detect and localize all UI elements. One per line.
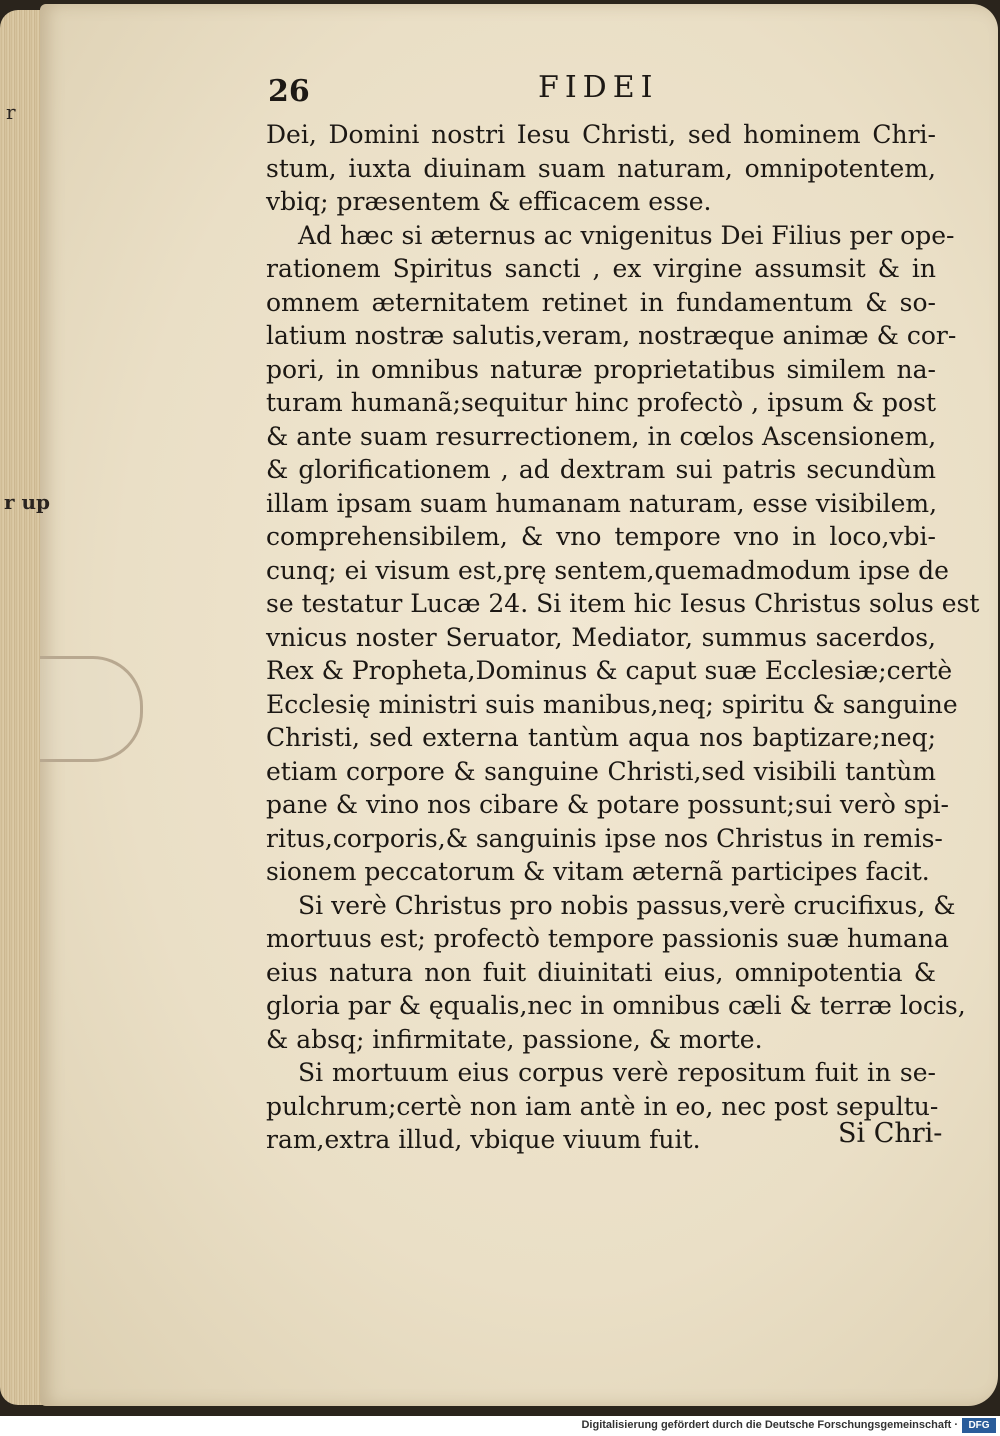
- page-clip: [40, 656, 143, 762]
- text-line: etiam corpore & sanguine Christi,sed visibili tantùm: [266, 756, 936, 786]
- text-line: latium nostræ salutis,veram, nostræque animæ & cor-: [266, 321, 957, 350]
- text-line: ram,extra illud, vbique viuum fuit.: [266, 1125, 701, 1154]
- text-line: eius natura non fuit diuinitati eius, omnipotentia &: [266, 957, 936, 987]
- funding-credit: Digitalisierung gefördert durch die Deutsche Forschungsgemeinschaft ·: [581, 1419, 958, 1431]
- text-line: rationem Spiritus sancti , ex virgine assumsit & in: [266, 254, 936, 283]
- text-line: cunq; ei visum est,prę sentem,quemadmodum ipse de: [266, 555, 949, 585]
- text-line: ritus,corporis,& sanguinis ipse nos Christus in remis-: [266, 823, 943, 853]
- margin-mark-top: r: [6, 100, 16, 124]
- text-line: Ecclesię ministri suis manibus,neq; spiritu & sanguine: [266, 689, 958, 719]
- text-line: vnicus noster Seruator, Mediator, summus sacerdos,: [266, 622, 936, 652]
- text-line: stum, iuxta diuinam suam naturam, omnipotentem,: [266, 153, 936, 183]
- text-line: & ante suam resurrectionem, in cœlos Ascensionem,: [266, 421, 937, 451]
- text-line: sionem peccatorum & vitam æternã participes facit.: [266, 857, 930, 886]
- text-line: gloria par & ęqualis,nec in omnibus cæli & terræ locis,: [266, 991, 966, 1020]
- text-line: comprehensibilem, & vno tempore vno in loco,vbi-: [266, 522, 936, 551]
- text-line: mortuus est; profectò tempore passionis suæ humana: [266, 924, 949, 953]
- footer-bar: [0, 1416, 1000, 1436]
- catchword: Si Chri-: [838, 1118, 943, 1149]
- text-line: Rex & Propheta,Dominus & caput suæ Ecclesiæ;certè: [266, 656, 953, 685]
- text-line: pori, in omnibus naturæ proprietatibus similem na-: [266, 354, 936, 384]
- body-text: [266, 118, 980, 1157]
- running-head: FIDEI: [538, 70, 659, 105]
- text-line: Dei, Domini nostri Iesu Christi, sed hominem Chri-: [266, 120, 936, 149]
- text-line: turam humanã;sequitur hinc profectò , ipsum & post: [266, 388, 936, 417]
- dfg-logo: DFG: [962, 1418, 996, 1433]
- text-line: Christi, sed externa tantùm aqua nos baptizare;neq;: [266, 723, 936, 752]
- text-line: se testatur Lucæ 24. Si item hic Iesus Christus solus est: [266, 589, 980, 618]
- text-line: pulchrum;certè non iam antè in eo, nec post sepultu-: [266, 1091, 939, 1121]
- text-line: & glorificationem , ad dextram sui patris secundùm: [266, 455, 936, 484]
- text-line: omnem æternitatem retinet in fundamentum & so-: [266, 287, 936, 317]
- text-line: & absq; infirmitate, passione, & morte.: [266, 1024, 763, 1054]
- text-line: vbiq; præsentem & efficacem esse.: [266, 187, 712, 216]
- text-line: pane & vino nos cibare & potare possunt;sui verò spi-: [266, 790, 949, 819]
- text-line: Si mortuum eius corpus verè repositum fuit in se-: [298, 1058, 936, 1087]
- page-header: [268, 70, 928, 114]
- text-line: Si verè Christus pro nobis passus,verè crucifixus, &: [298, 890, 956, 920]
- text-line: Ad hæc si æternus ac vnigenitus Dei Filius per ope-: [298, 220, 955, 250]
- margin-mark-middle: r up: [4, 490, 51, 514]
- page-number: 26: [268, 74, 310, 109]
- text-line: illam ipsam suam humanam naturam, esse visibilem,: [266, 488, 938, 518]
